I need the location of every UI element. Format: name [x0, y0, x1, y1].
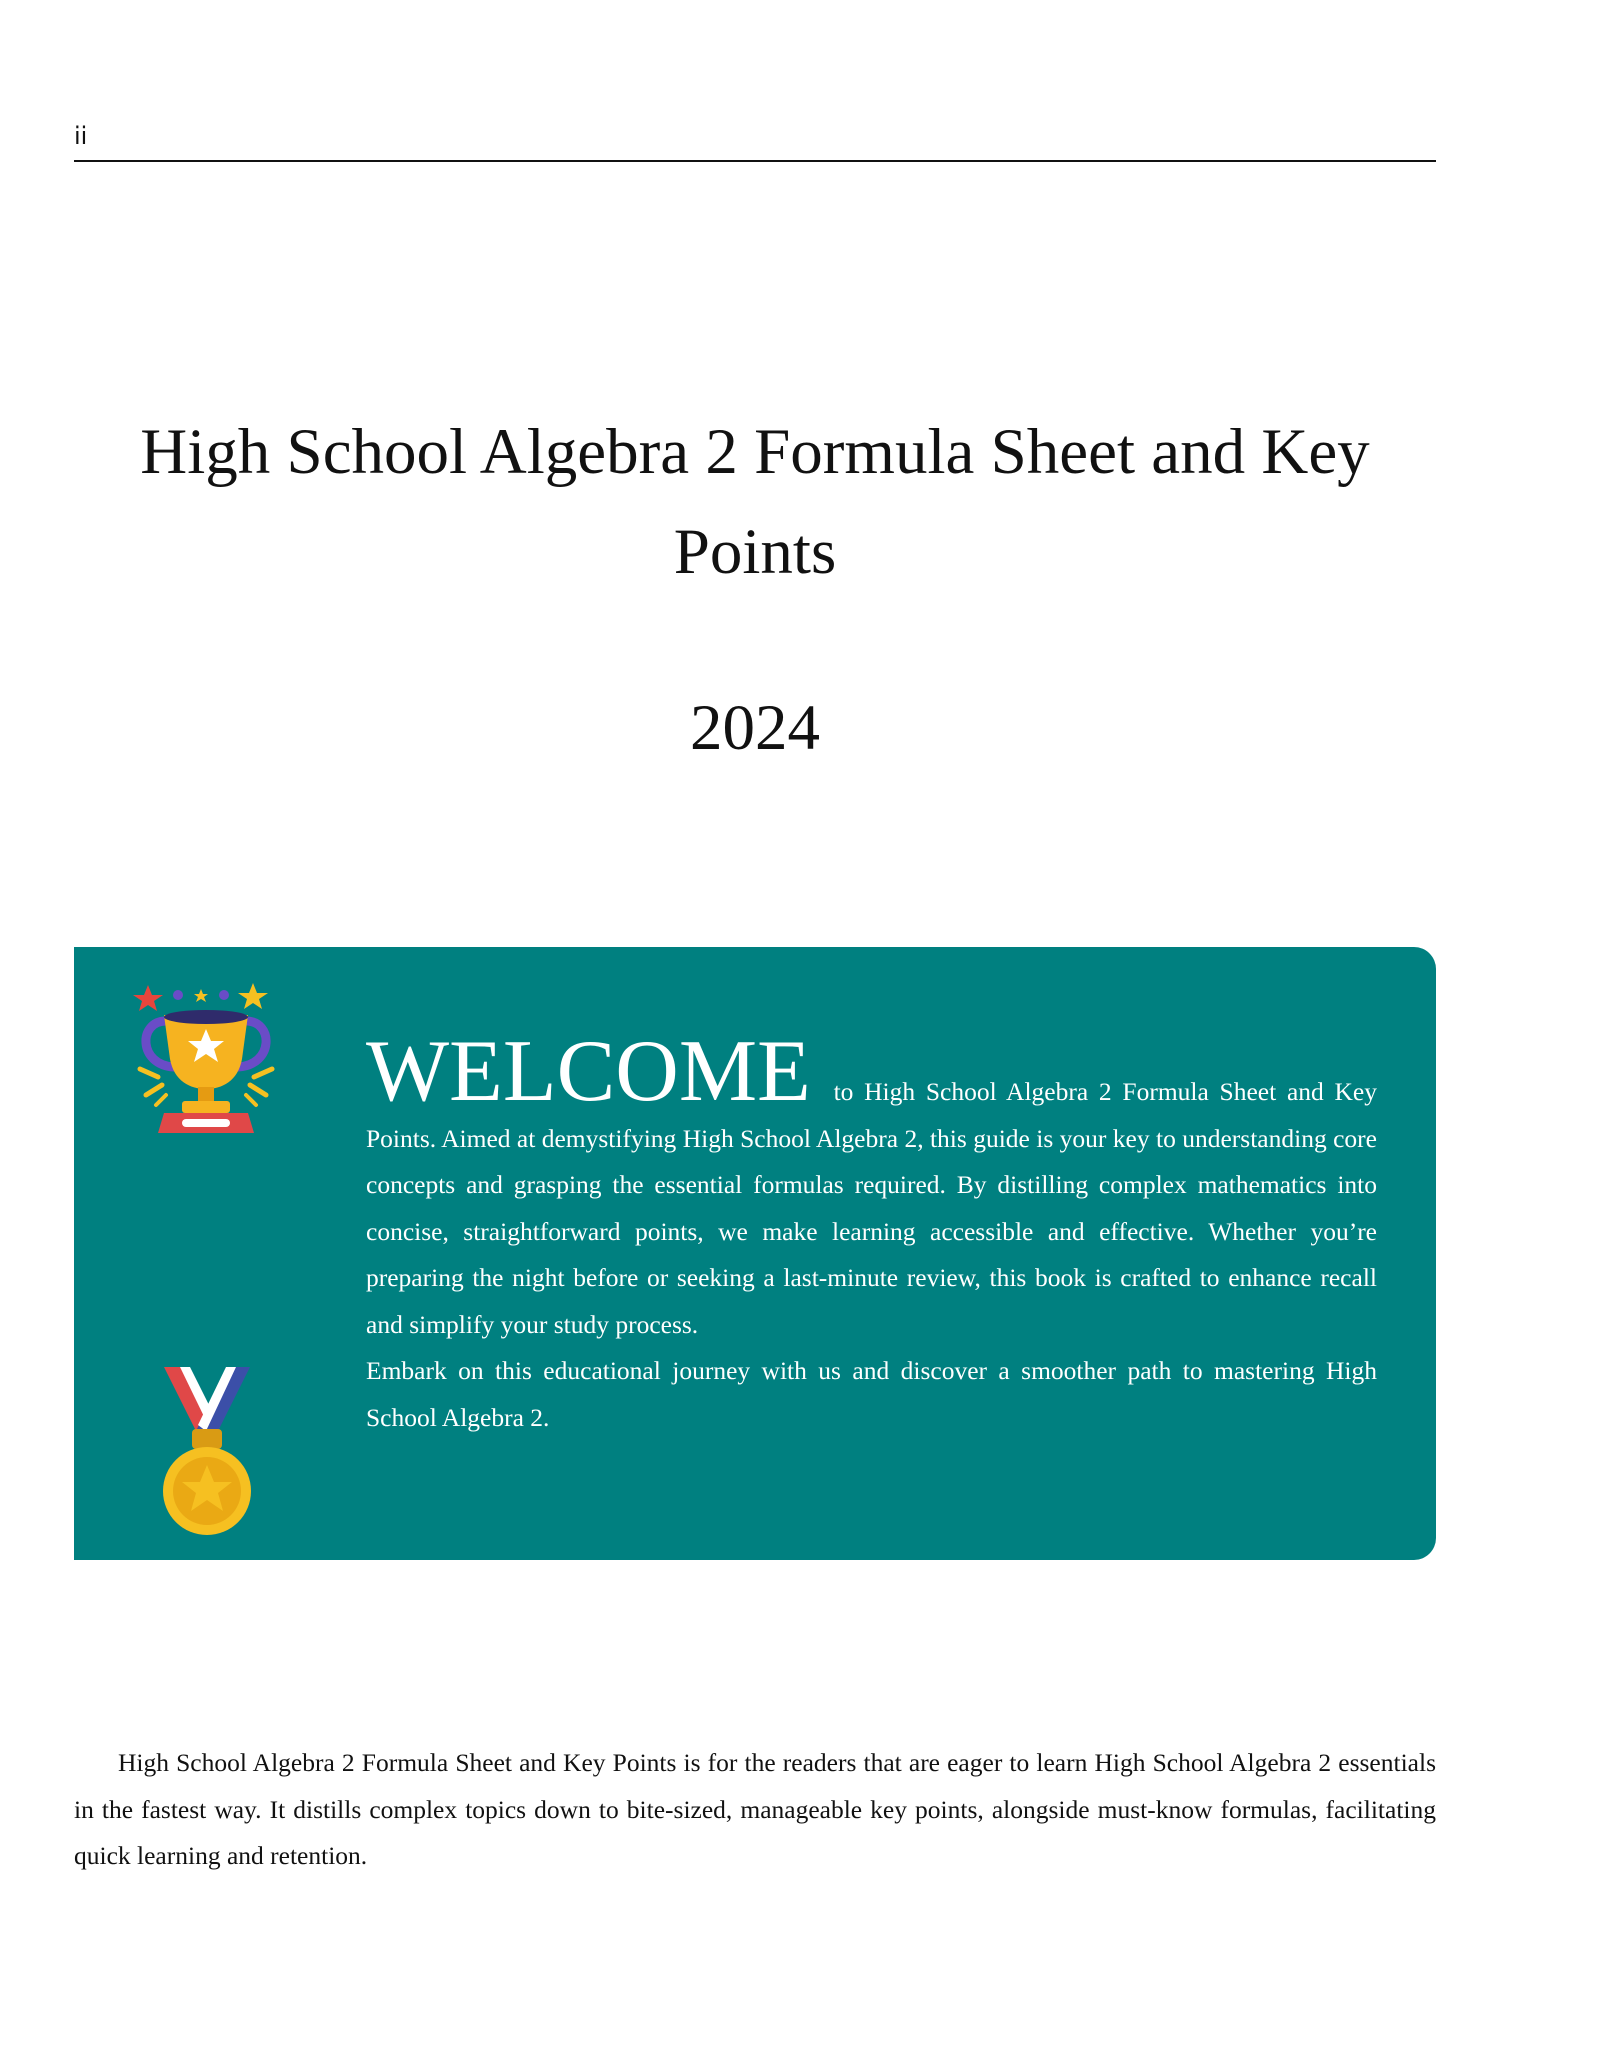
- trophy-icon: [126, 977, 286, 1137]
- page-header: [74, 118, 1436, 162]
- welcome-heading: WELCOME: [366, 1023, 811, 1120]
- intro-paragraph: High School Algebra 2 Formula Sheet and Key Points is for the readers that are eager to learn High School Algebra 2 essentials in the fastest way. It distills complex topics down to bite-sized, manageable key points, alongside must-know formulas, facilitating quick learning and retention.: [74, 1748, 1436, 1870]
- welcome-follow-text: Embark on this educational journey with us and discover a smoother path to mastering High School Algebra 2.: [366, 1356, 1377, 1432]
- welcome-text: [366, 1023, 1377, 1441]
- welcome-box: [74, 947, 1436, 1560]
- document-year: 2024: [690, 692, 820, 764]
- page-number: ii: [74, 122, 88, 150]
- welcome-lead-text: to High School Algebra 2 Formula Sheet and Key Points. Aimed at demystifying High School Algebra 2, this guide is your key to understanding core concepts and grasping the essential formulas required. By distilling complex mathematics into concise, straightforward points, we make learning accessible and effective. Whether you’re preparing the night before or seeking a last-minute review, this book is crafted to enhance recall and simplify your study process.: [366, 1077, 1377, 1339]
- medal-icon: [152, 1367, 262, 1542]
- document-title: High School Algebra 2 Formula Sheet and Key Points: [140, 416, 1370, 588]
